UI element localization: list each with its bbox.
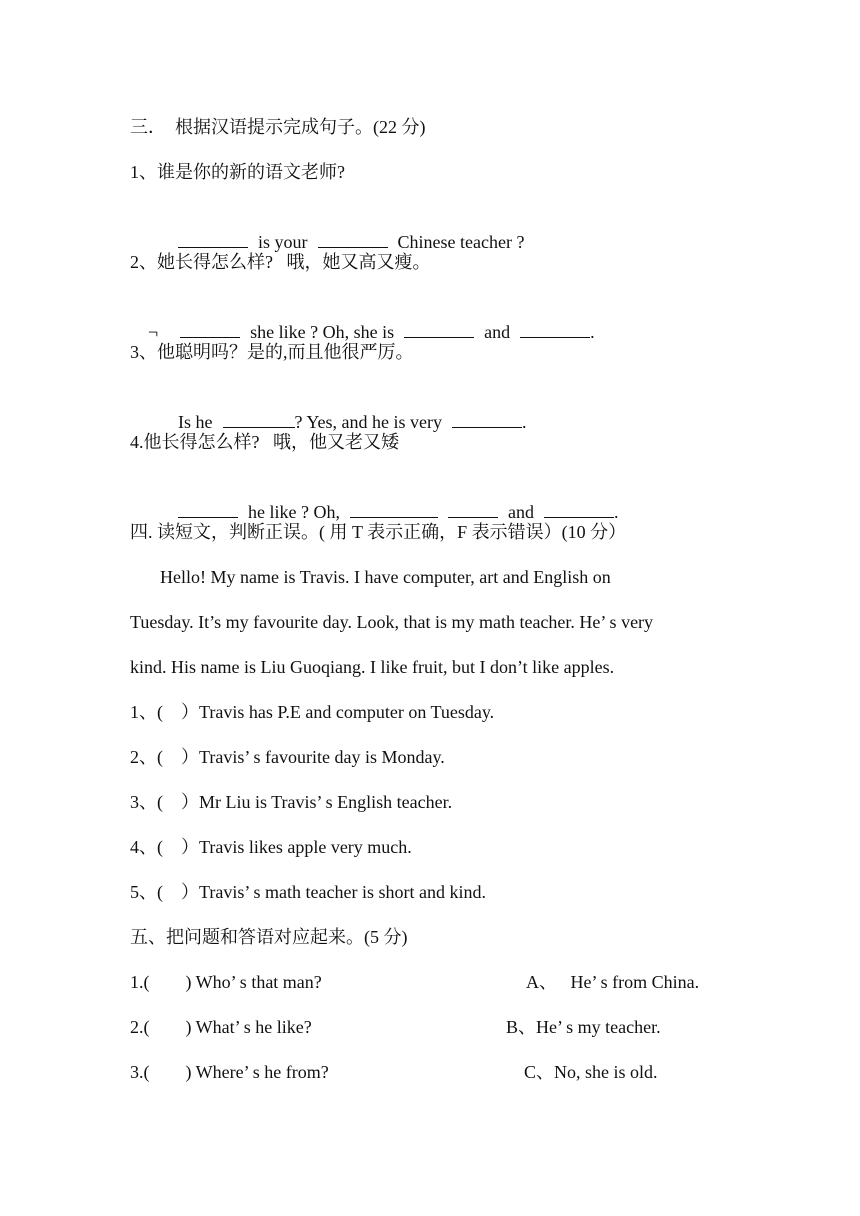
judge-item[interactable]: 2、( ）Travis’ s favourite day is Monday. [130,747,445,767]
q1-chinese: 1、谁是你的新的语文老师? [130,162,345,182]
q4-part3: . [613,502,619,522]
judge-item[interactable]: 3、( ）Mr Liu is Travis’ s English teacher. [130,792,453,812]
answer-blank[interactable] [223,409,295,428]
match-answer: C、No, she is old. [524,1062,658,1082]
answer-blank[interactable] [318,229,388,248]
match-question[interactable]: 1.( ) Who’ s that man? [130,972,322,992]
passage-line: kind. His name is Liu Guoqiang. I like fruit, but I don’t like apples. [130,657,615,677]
q1-part1: is your [258,232,308,252]
q3-part2: ? Yes, and he is very [294,412,442,432]
judge-item[interactable]: 5、( ）Travis’ s math teacher is short and kind. [130,882,486,902]
answer-blank[interactable] [448,499,498,518]
q2-part3: . [590,322,595,342]
q2-chinese: 2、她长得怎么样? 哦，她又高又瘦。 [130,252,431,272]
q2-part1: she like ? Oh, she is [250,322,395,342]
q4-part1: he like ? Oh, [248,502,340,522]
answer-blank[interactable] [544,499,614,518]
q2-lead-mark: ¬ [148,322,159,342]
q2-part2: and [484,322,511,342]
passage-line: Hello! My name is Travis. I have computer, art and English on [160,567,611,587]
match-answer: B、He’ s my teacher. [506,1017,661,1037]
answer-blank[interactable] [178,229,248,248]
section4-heading: 四. 读短文，判断正误。( 用 T 表示正确，F 表示错误）(10 分） [130,522,627,542]
q4-part2: and [507,502,534,522]
match-answer: A、 He’ s from China. [526,972,700,992]
section5-heading: 五、把问题和答语对应起来。(5 分) [130,927,408,947]
q1-part2: Chinese teacher ? [397,232,525,252]
answer-blank[interactable] [452,409,522,428]
q3-part1: Is he [178,412,213,432]
judge-item[interactable]: 1、( ）Travis has P.E and computer on Tuesday. [130,702,495,722]
answer-blank[interactable] [404,319,474,338]
q3-part3: . [521,412,527,432]
passage-line: Tuesday. It’s my favourite day. Look, that is my math teacher. He’ s very [130,612,654,632]
section3-heading: 三． 根据汉语提示完成句子。(22 分) [130,117,426,137]
answer-blank[interactable] [520,319,590,338]
q4-chinese: 4.他长得怎么样? 哦，他又老又矮 [130,432,399,452]
answer-blank[interactable] [178,499,238,518]
answer-blank[interactable] [350,499,438,518]
answer-blank[interactable] [180,319,240,338]
q3-chinese: 3、他聪明吗？是的,而且他很严厉。 [130,342,414,362]
match-question[interactable]: 2.( ) What’ s he like? [130,1017,312,1037]
match-question[interactable]: 3.( ) Where’ s he from? [130,1062,329,1082]
judge-item[interactable]: 4、( ）Travis likes apple very much. [130,837,412,857]
